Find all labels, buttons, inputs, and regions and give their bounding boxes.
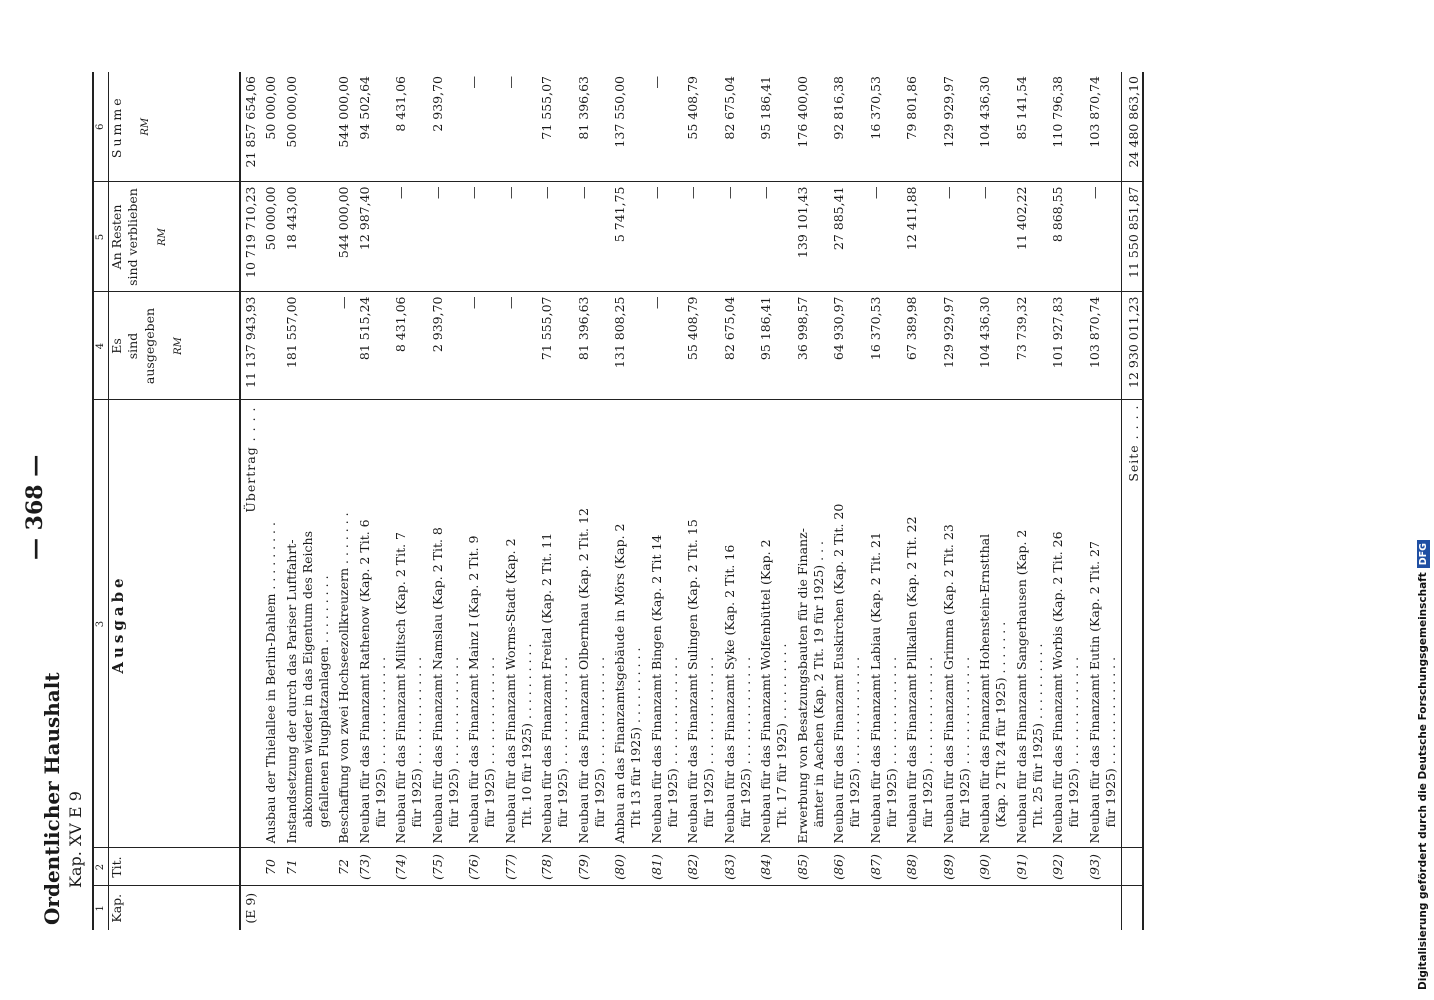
- total-tit-cell: [1122, 848, 1144, 886]
- tit-cell: (76): [464, 848, 501, 886]
- description-cell: [1048, 400, 1085, 848]
- resten-cell: —: [647, 182, 684, 292]
- description-cell: [537, 400, 574, 848]
- resten-cell: 18 443,00: [282, 182, 335, 292]
- unit-label: RM: [140, 117, 152, 136]
- col-number: 5: [93, 182, 109, 292]
- kap-cell: [334, 886, 354, 930]
- kap-header: Kap.: [109, 886, 241, 930]
- kap-cell: [574, 886, 611, 930]
- description-cell: [756, 400, 793, 848]
- description-line: Neubau für das Finanzamt Sangerhausen (Kap. 2: [1013, 529, 1029, 844]
- resten-cell: —: [720, 182, 757, 292]
- resten-header-line2: sind verblieben: [125, 188, 141, 286]
- description-line: für 1925) . . . . . . . . . . . . . .: [1102, 656, 1118, 828]
- description-cell: [902, 400, 939, 848]
- kap-cell: [793, 886, 830, 930]
- kap-cell: [683, 886, 720, 930]
- tit-cell: 70: [261, 848, 281, 886]
- description-line: für 1925) . . . . . . . . . . . . . .: [482, 656, 498, 828]
- resten-cell: 50 000,00: [261, 182, 281, 292]
- kap-cell: [464, 886, 501, 930]
- table-row: [391, 72, 428, 930]
- total-label: Seite . . . .: [1122, 400, 1144, 848]
- tit-cell: (81): [647, 848, 684, 886]
- summe-header-text: Summe: [109, 95, 124, 159]
- ausgegeben-cell: 103 870,74: [1085, 292, 1122, 400]
- ausgegeben-cell: 8 431,06: [391, 292, 428, 400]
- summe-header: [109, 72, 241, 182]
- description-line: Tit. 25 für 1925) . . . . . . . . . .: [1029, 643, 1045, 828]
- description-line: Beschaffung von zwei Hochseezollkreuzern . . . . . . .: [336, 512, 352, 844]
- kap-cell: [1012, 886, 1049, 930]
- resten-header-line1: An Resten: [109, 204, 124, 270]
- table-row: [756, 72, 793, 930]
- kap-cell: [647, 886, 684, 930]
- resten-header: [109, 182, 241, 292]
- total-resten: 11 550 851,87: [1122, 182, 1144, 292]
- resten-cell: 544 000,00: [334, 182, 354, 292]
- total-summe: 24 480 863,10: [1122, 72, 1144, 182]
- table-row: [537, 72, 574, 930]
- tit-cell: (73): [355, 848, 392, 886]
- summe-cell: 81 396,63: [575, 76, 591, 140]
- description-cell: [501, 400, 538, 848]
- kap-cell: [939, 886, 976, 930]
- tit-cell: [240, 848, 261, 886]
- summe-cell: 544 000,00: [336, 76, 352, 148]
- budget-table: [92, 72, 1144, 930]
- description-line: für 1925) . . . . . . . . . . . . . .: [920, 656, 936, 828]
- description-line: für 1925) . . . . . . . . . . . . . .: [737, 656, 753, 828]
- ausgegeben-cell: 16 370,53: [866, 292, 903, 400]
- description-line: Ausbau der Thielallee in Berlin-Dahlem . . . . . . . . .: [263, 522, 279, 844]
- tit-cell: (85): [793, 848, 830, 886]
- tit-cell: 71: [282, 848, 335, 886]
- resten-cell: —: [501, 182, 538, 292]
- resten-cell: 12 411,88: [902, 182, 939, 292]
- ausgegeben-cell: 101 927,83: [1048, 292, 1085, 400]
- resten-cell: —: [756, 182, 793, 292]
- description-line: für 1925) . . . . . . . . . . . . . .: [445, 656, 461, 828]
- description-cell: [428, 400, 465, 848]
- unit-label: RM: [172, 337, 184, 355]
- table-row: [282, 72, 335, 930]
- ausgegeben-cell: 82 675,04: [720, 292, 757, 400]
- description-cell: [647, 400, 684, 848]
- col-number: 6: [93, 72, 109, 182]
- ausgegeben-cell: 55 408,79: [683, 292, 720, 400]
- ausgegeben-cell: 36 998,57: [793, 292, 830, 400]
- table-row: [1012, 72, 1049, 930]
- kap-cell: [756, 886, 793, 930]
- description-line: Tit 13 für 1925) . . . . . . . . . .: [628, 647, 644, 828]
- kap-cell: (E 9): [240, 886, 261, 930]
- description-line: Neubau für das Finanzamt Namslau (Kap. 2 Tit. 8: [429, 527, 445, 844]
- description-line: Neubau für das Finanzamt Euskirchen (Kap. 2 Tit. 20: [831, 503, 846, 844]
- ausgegeben-cell: —: [501, 292, 538, 400]
- description-line: Neubau für das Finanzamt Eutin (Kap. 2 Tit. 27: [1086, 541, 1102, 844]
- kap-cell: [720, 886, 757, 930]
- summe-cell: 16 370,53: [867, 76, 883, 140]
- ausgegeben-cell: 104 436,30: [975, 292, 1012, 400]
- resten-cell: 5 741,75: [610, 182, 647, 292]
- tit-cell: (91): [1012, 848, 1049, 886]
- table-row: [793, 72, 830, 930]
- ausgegeben-cell: 131 808,25: [610, 292, 647, 400]
- table-row: [975, 72, 1012, 930]
- table-row: [647, 72, 684, 930]
- resten-cell: —: [975, 182, 1012, 292]
- summe-cell: 21 857 654,06: [243, 76, 258, 168]
- ausgegeben-cell: 64 930,97: [829, 292, 866, 400]
- description-cell: [683, 400, 720, 848]
- kap-cell: [501, 886, 538, 930]
- tit-cell: (86): [829, 848, 866, 886]
- description-cell: [464, 400, 501, 848]
- description-line: für 1925) . . . . . . . . . . . . . .: [883, 656, 899, 828]
- table-row: [334, 72, 354, 930]
- description-line: Neubau für das Finanzamt Labiau (Kap. 2 Tit. 21: [867, 532, 883, 844]
- table-row: [240, 72, 261, 930]
- summe-cell: 176 400,00: [794, 76, 810, 148]
- description-line: Anbau an das Finanzamtsgebäude in Mörs (Kap. 2: [612, 523, 627, 844]
- col-number: 1: [93, 886, 109, 930]
- description-line: Neubau für das Finanzamt Rathenow (Kap. 2 Tit. 6: [356, 519, 372, 844]
- table-row: [428, 72, 465, 930]
- table-row: [939, 72, 976, 930]
- kap-cell: [902, 886, 939, 930]
- total-kap-cell: [1122, 886, 1144, 930]
- description-line: für 1925) . . . . . . . . . . . . . .: [701, 656, 717, 828]
- dfg-credit: [1417, 540, 1429, 990]
- col-number: 4: [93, 292, 109, 400]
- tit-cell: (77): [501, 848, 538, 886]
- description-line: Neubau für das Finanzamt Syke (Kap. 2 Tit. 16: [721, 544, 737, 844]
- ausgegeben-header-line2: sind ausgegeben: [125, 307, 157, 385]
- summe-cell: 103 870,74: [1086, 76, 1102, 148]
- ausgegeben-header: [109, 292, 241, 400]
- description-line: für 1925) . . . . . . . . . . . . . .: [956, 656, 972, 828]
- description-line: Neubau für das Finanzamt Olbernhau (Kap. 2 Tit. 12: [575, 508, 591, 844]
- resten-cell: —: [464, 182, 501, 292]
- tit-cell: 72: [334, 848, 354, 886]
- table-row: [720, 72, 757, 930]
- summe-cell: 129 929,97: [940, 76, 956, 148]
- description-line: Neubau für das Finanzamt Freital (Kap. 2 Tit. 11: [539, 532, 554, 844]
- description-line: für 1925) . . . . . . . . . . . . . .: [555, 656, 571, 828]
- description-line: für 1925) . . . . . . . . . . . . . .: [664, 656, 680, 828]
- resten-cell: —: [391, 182, 428, 292]
- description-line: Instandsetzung der durch das Pariser Luftfahrt-: [283, 539, 299, 844]
- column-number-row: [93, 72, 109, 930]
- description-line: Erwerbung von Besatzungsbauten für die Finanz-: [794, 528, 810, 844]
- tit-cell: (84): [756, 848, 793, 886]
- description-cell: [975, 400, 1012, 848]
- table-row: [829, 72, 866, 930]
- summe-cell: 8 431,06: [393, 76, 408, 132]
- description-cell: [866, 400, 903, 848]
- description-line: Tit. 10 für 1925) . . . . . . . . . .: [518, 643, 534, 828]
- column-header-row: [109, 72, 241, 930]
- tit-cell: (90): [975, 848, 1012, 886]
- summe-cell: —: [466, 76, 481, 89]
- description-cell: [829, 400, 866, 848]
- description-line: Neubau für das Finanzamt Sulingen (Kap. 2 Tit. 15: [685, 519, 700, 844]
- tit-cell: (83): [720, 848, 757, 886]
- ausgegeben-cell: 129 929,97: [939, 292, 976, 400]
- summe-cell: —: [502, 76, 518, 89]
- summe-cell: 50 000,00: [263, 76, 279, 140]
- tit-cell: (82): [683, 848, 720, 886]
- kap-cell: [866, 886, 903, 930]
- description-cell: [391, 400, 428, 848]
- table-row: [261, 72, 281, 930]
- description-cell: [261, 400, 281, 848]
- ausgabe-header-text: Ausgabe: [109, 574, 127, 674]
- tit-cell: (89): [939, 848, 976, 886]
- summe-cell: 85 141,54: [1013, 76, 1029, 140]
- description-cell: [355, 400, 392, 848]
- col-number: 3: [93, 400, 109, 848]
- summe-cell: 92 816,38: [831, 76, 846, 140]
- description-line: abkommen wieder in das Eigentum des Reichs: [299, 530, 315, 828]
- resten-cell: —: [1085, 182, 1122, 292]
- ausgegeben-cell: 95 186,41: [756, 292, 793, 400]
- ausgegeben-cell: —: [334, 292, 354, 400]
- description-line: Neubau für das Finanzamt Bingen (Kap. 2 Tit 14: [648, 534, 664, 844]
- kap-cell: [428, 886, 465, 930]
- dfg-logo: DFG: [1417, 540, 1430, 568]
- description-cell: [793, 400, 830, 848]
- tit-cell: (88): [902, 848, 939, 886]
- col-number: 2: [93, 848, 109, 886]
- kap-cell: [282, 886, 335, 930]
- description-line: Neubau für das Finanzamt Worms-Stadt (Kap. 2: [502, 538, 518, 844]
- total-row: [1122, 72, 1144, 930]
- table-row: [574, 72, 611, 930]
- document-subtitle: Kap. XV E 9: [66, 791, 85, 888]
- description-line: Neubau für das Finanzamt Grimma (Kap. 2 Tit. 23: [940, 524, 956, 844]
- table-row: [464, 72, 501, 930]
- summe-cell: 71 555,07: [539, 76, 554, 140]
- resten-cell: 10 719 710,23: [240, 182, 261, 292]
- resten-cell: —: [683, 182, 720, 292]
- table-row: [610, 72, 647, 930]
- resten-cell: —: [866, 182, 903, 292]
- ausgegeben-cell: 67 389,98: [902, 292, 939, 400]
- resten-cell: —: [939, 182, 976, 292]
- table-row: [866, 72, 903, 930]
- tit-cell: (79): [574, 848, 611, 886]
- description-cell: [610, 400, 647, 848]
- ausgegeben-cell: 81 515,24: [355, 292, 392, 400]
- table-row: [355, 72, 392, 930]
- description-line: Neubau für das Finanzamt Hohenstein-Ernstthal: [977, 533, 992, 844]
- table-row: [501, 72, 538, 930]
- ausgegeben-cell: 11 137 943,93: [240, 292, 261, 400]
- description-line: für 1925) . . . . . . . . . . . . . .: [372, 656, 388, 828]
- resten-cell: 27 885,41: [829, 182, 866, 292]
- resten-cell: —: [537, 182, 574, 292]
- summe-cell: 500 000,00: [283, 76, 299, 148]
- description-line: für 1925) . . . . . . . . . . . . . .: [847, 656, 863, 828]
- ausgegeben-cell: 71 555,07: [537, 292, 574, 400]
- total-ausgegeben: 12 930 011,23: [1122, 292, 1144, 400]
- description-line: für 1925) . . . . . . . . . . . . . .: [591, 656, 607, 828]
- resten-cell: 8 868,55: [1048, 182, 1085, 292]
- table-body: [240, 72, 1122, 930]
- unit-label: RM: [156, 228, 168, 246]
- resten-cell: 139 101,43: [793, 182, 830, 292]
- description-line: Übertrag . . . .: [243, 406, 258, 513]
- summe-cell: —: [648, 76, 664, 89]
- description-line: (Kap. 2 Tit 24 für 1925) . . . . . . .: [993, 621, 1009, 828]
- tit-header: Tit.: [109, 848, 241, 886]
- description-cell: [939, 400, 976, 848]
- description-cell: [720, 400, 757, 848]
- tit-cell: (78): [537, 848, 574, 886]
- description-cell: [574, 400, 611, 848]
- tit-cell: (75): [428, 848, 465, 886]
- table-row: [1085, 72, 1122, 930]
- description-cell: [334, 400, 354, 848]
- summe-cell: 94 502,64: [356, 76, 372, 140]
- summe-cell: 55 408,79: [685, 76, 700, 140]
- kap-cell: [355, 886, 392, 930]
- table-row: [902, 72, 939, 930]
- summe-cell: 137 550,00: [612, 76, 627, 148]
- description-line: Neubau für das Finanzamt Worbis (Kap. 2 Tit. 26: [1050, 531, 1065, 844]
- ausgabe-header: [109, 400, 241, 848]
- description-line: ämter in Aachen (Kap. 2 Tit. 19 für 1925) . . .: [810, 540, 826, 828]
- resten-cell: —: [574, 182, 611, 292]
- ausgegeben-cell: [261, 292, 281, 400]
- tit-cell: (74): [391, 848, 428, 886]
- description-line: für 1925) . . . . . . . . . . . . . .: [409, 656, 425, 828]
- description-line: gefallenen Flugplatzanlagen . . . . . . . . .: [316, 575, 331, 828]
- kap-cell: [537, 886, 574, 930]
- kap-cell: [261, 886, 281, 930]
- document-title: Ordentlicher Haushalt: [40, 672, 64, 925]
- summe-cell: 110 796,38: [1050, 76, 1065, 148]
- description-cell: [282, 400, 335, 848]
- tit-cell: (93): [1085, 848, 1122, 886]
- ausgegeben-header-line1: Es: [109, 338, 124, 354]
- page-number: — 368 —: [22, 454, 48, 560]
- tit-cell: (80): [610, 848, 647, 886]
- description-line: Neubau für das Finanzamt Pillkallen (Kap. 2 Tit. 22: [904, 516, 919, 844]
- summe-cell: 79 801,86: [904, 76, 919, 140]
- kap-cell: [1085, 886, 1122, 930]
- tit-cell: (92): [1048, 848, 1085, 886]
- summe-cell: 104 436,30: [977, 76, 992, 148]
- description-cell: [240, 400, 261, 848]
- ausgegeben-cell: 73 739,32: [1012, 292, 1049, 400]
- tit-cell: (87): [866, 848, 903, 886]
- description-cell: [1012, 400, 1049, 848]
- description-cell: [1085, 400, 1122, 848]
- description-line: Neubau für das Finanzamt Militsch (Kap. 2 Tit. 7: [393, 532, 408, 844]
- kap-cell: [975, 886, 1012, 930]
- resten-cell: 12 987,40: [355, 182, 392, 292]
- summe-cell: 2 939,70: [429, 76, 445, 132]
- ausgegeben-cell: 2 939,70: [428, 292, 465, 400]
- credit-text: Digitalisierung gefördert durch die Deutsche Forschungsgemeinschaft: [1417, 572, 1429, 990]
- resten-cell: 11 402,22: [1012, 182, 1049, 292]
- description-line: Neubau für das Finanzamt Wolfenbüttel (Kap. 2: [758, 539, 773, 844]
- resten-cell: —: [428, 182, 465, 292]
- ausgegeben-cell: —: [464, 292, 501, 400]
- description-line: Tit. 17 für 1925) . . . . . . . . . .: [774, 643, 790, 828]
- ausgegeben-cell: 81 396,63: [574, 292, 611, 400]
- kap-cell: [610, 886, 647, 930]
- kap-cell: [829, 886, 866, 930]
- description-line: Neubau für das Finanzamt Mainz I (Kap. 2 Tit. 9: [466, 535, 481, 844]
- ausgegeben-cell: —: [647, 292, 684, 400]
- table-row: [1048, 72, 1085, 930]
- description-line: für 1925) . . . . . . . . . . . . . .: [1066, 656, 1082, 828]
- ausgegeben-cell: 181 557,00: [282, 292, 335, 400]
- summe-cell: 95 186,41: [758, 76, 773, 140]
- summe-cell: 82 675,04: [721, 76, 737, 140]
- kap-cell: [391, 886, 428, 930]
- table-row: [683, 72, 720, 930]
- kap-cell: [1048, 886, 1085, 930]
